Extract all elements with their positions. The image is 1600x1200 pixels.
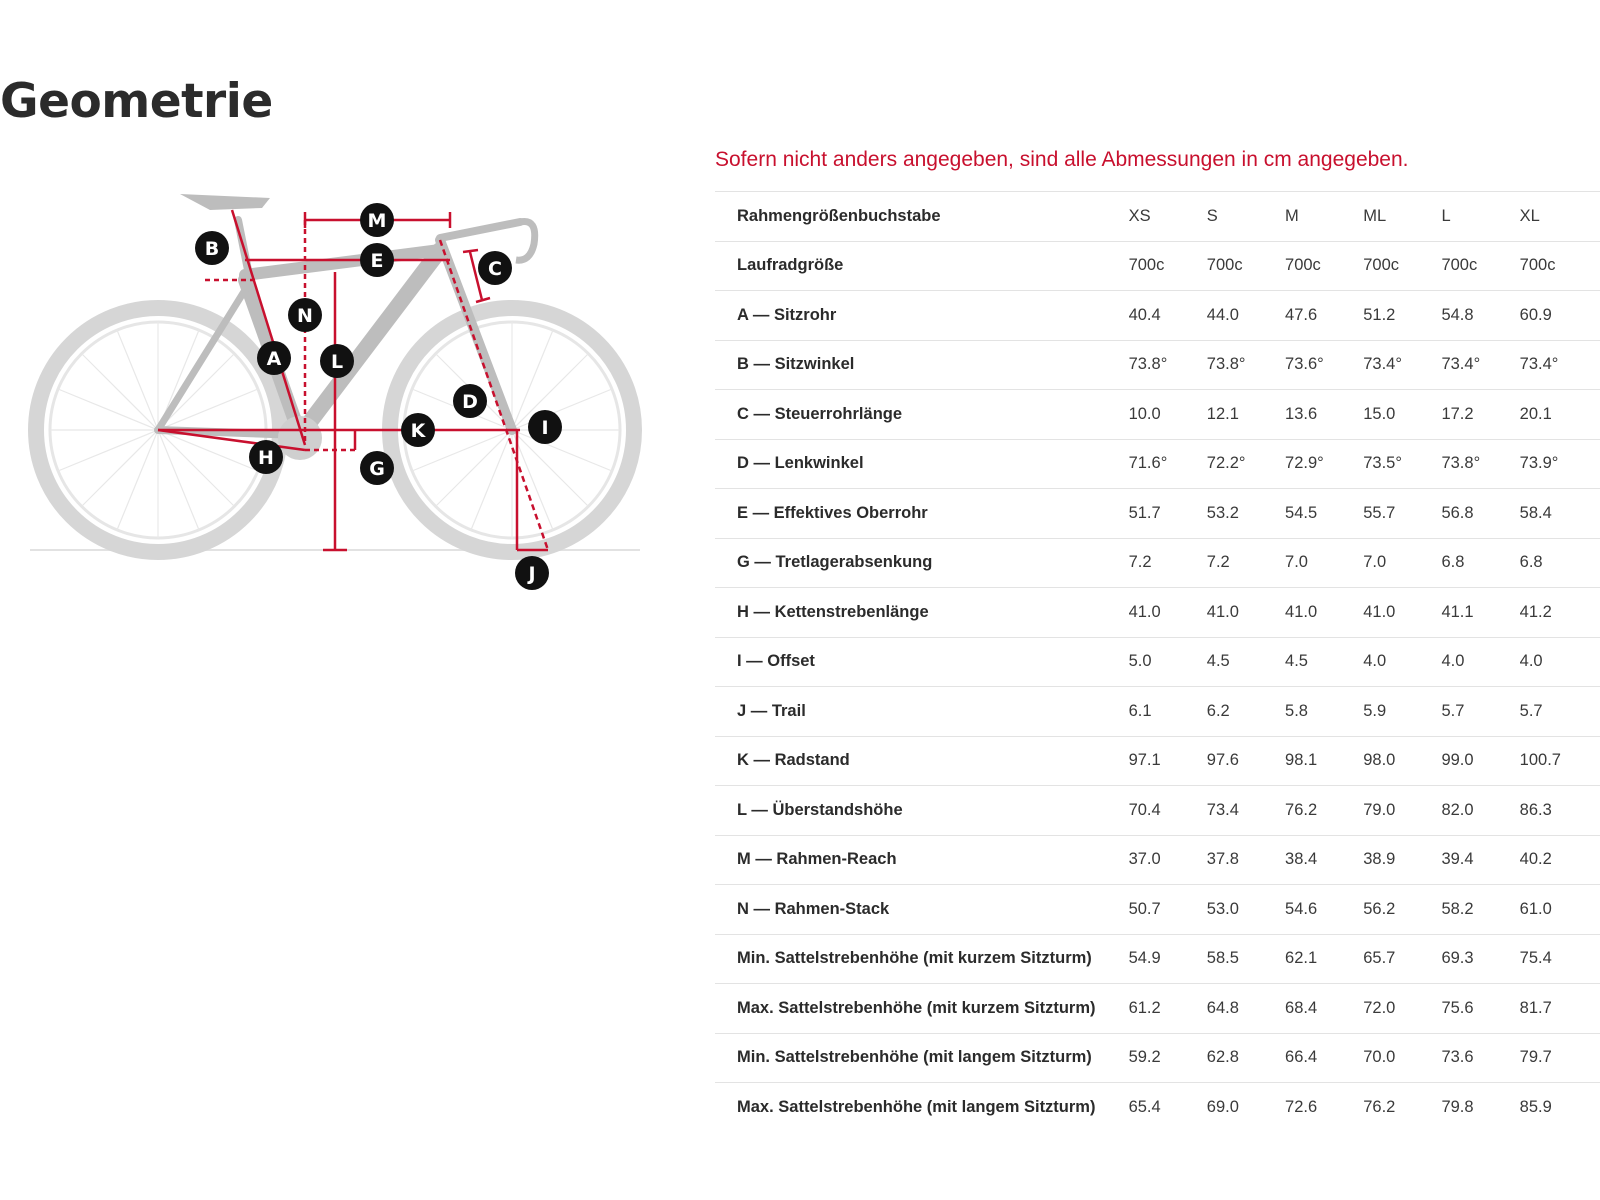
table-cell: 53.2 (1207, 489, 1285, 539)
row-label: Min. Sattelstrebenhöhe (mit kurzem Sitzturm) (715, 934, 1129, 984)
size-ml: ML (1363, 192, 1441, 242)
table-cell: 7.0 (1363, 538, 1441, 588)
table-cell: 79.0 (1363, 786, 1441, 836)
table-row (715, 340, 1600, 390)
table-cell: 50.7 (1129, 885, 1207, 935)
row-label: A — Sitzrohr (715, 291, 1129, 341)
table-cell: 4.0 (1520, 637, 1600, 687)
table-cell: 81.7 (1520, 984, 1600, 1034)
table-cell: 65.4 (1129, 1083, 1207, 1132)
size-s: S (1207, 192, 1285, 242)
table-row (715, 1083, 1600, 1132)
table-cell: 700c (1363, 241, 1441, 291)
table-cell: 75.4 (1520, 934, 1600, 984)
geometry-table (715, 191, 1600, 1132)
table-cell: 10.0 (1129, 390, 1207, 440)
table-cell: 700c (1285, 241, 1363, 291)
row-label: G — Tretlagerabsenkung (715, 538, 1129, 588)
table-cell: 44.0 (1207, 291, 1285, 341)
table-cell: 97.1 (1129, 736, 1207, 786)
row-label: E — Effektives Oberrohr (715, 489, 1129, 539)
table-cell: 37.8 (1207, 835, 1285, 885)
table-cell: 40.4 (1129, 291, 1207, 341)
table-cell: 71.6° (1129, 439, 1207, 489)
table-cell: 69.0 (1207, 1083, 1285, 1132)
table-cell: 72.2° (1207, 439, 1285, 489)
row-label: I — Offset (715, 637, 1129, 687)
table-cell: 39.4 (1441, 835, 1519, 885)
svg-text:B: B (204, 238, 220, 260)
table-row (715, 489, 1600, 539)
row-label: M — Rahmen-Reach (715, 835, 1129, 885)
svg-text:D: D (462, 391, 478, 413)
bike-geometry-diagram (0, 180, 680, 620)
table-cell: 69.3 (1441, 934, 1519, 984)
table-cell: 99.0 (1441, 736, 1519, 786)
table-cell: 73.8° (1441, 439, 1519, 489)
table-cell: 5.8 (1285, 687, 1363, 737)
table-cell: 37.0 (1129, 835, 1207, 885)
table-row (715, 291, 1600, 341)
table-row (715, 1033, 1600, 1083)
svg-text:C: C (488, 258, 502, 280)
size-xs: XS (1129, 192, 1207, 242)
size-l: L (1441, 192, 1519, 242)
table-row (715, 538, 1600, 588)
table-row (715, 835, 1600, 885)
table-cell: 4.0 (1441, 637, 1519, 687)
table-row (715, 687, 1600, 737)
table-cell: 59.2 (1129, 1033, 1207, 1083)
table-cell: 47.6 (1285, 291, 1363, 341)
table-cell: 79.7 (1520, 1033, 1600, 1083)
table-cell: 4.0 (1363, 637, 1441, 687)
marker-n (288, 298, 322, 332)
table-cell: 4.5 (1285, 637, 1363, 687)
table-cell: 7.2 (1207, 538, 1285, 588)
table-cell: 98.0 (1363, 736, 1441, 786)
table-cell: 82.0 (1441, 786, 1519, 836)
table-cell: 61.0 (1520, 885, 1600, 935)
table-cell: 38.9 (1363, 835, 1441, 885)
table-cell: 86.3 (1520, 786, 1600, 836)
table-cell: 65.7 (1363, 934, 1441, 984)
table-cell: 5.7 (1520, 687, 1600, 737)
row-label: L — Überstandshöhe (715, 786, 1129, 836)
table-cell: 700c (1207, 241, 1285, 291)
table-cell: 15.0 (1363, 390, 1441, 440)
marker-b (195, 231, 229, 265)
table-cell: 76.2 (1285, 786, 1363, 836)
table-cell: 64.8 (1207, 984, 1285, 1034)
table-row (715, 637, 1600, 687)
size-xl: XL (1520, 192, 1600, 242)
table-cell: 17.2 (1441, 390, 1519, 440)
table-cell: 73.6° (1285, 340, 1363, 390)
row-label: H — Kettenstrebenlänge (715, 588, 1129, 638)
table-row (715, 588, 1600, 638)
table-cell: 7.2 (1129, 538, 1207, 588)
marker-i (528, 410, 562, 444)
table-cell: 41.0 (1363, 588, 1441, 638)
units-note: Sofern nicht anders angegeben, sind alle Abmessungen in cm angegeben. (715, 148, 1409, 171)
svg-text:E: E (370, 250, 384, 272)
table-cell: 73.4° (1441, 340, 1519, 390)
marker-e (360, 243, 394, 277)
svg-text:K: K (410, 420, 426, 442)
table-cell: 700c (1129, 241, 1207, 291)
table-cell: 58.2 (1441, 885, 1519, 935)
row-label: Max. Sattelstrebenhöhe (mit kurzem Sitzturm) (715, 984, 1129, 1034)
table-cell: 41.0 (1207, 588, 1285, 638)
table-cell: 97.6 (1207, 736, 1285, 786)
table-cell: 6.8 (1441, 538, 1519, 588)
table-cell: 61.2 (1129, 984, 1207, 1034)
row-label: B — Sitzwinkel (715, 340, 1129, 390)
row-label: K — Radstand (715, 736, 1129, 786)
table-cell: 40.2 (1520, 835, 1600, 885)
table-cell: 73.5° (1363, 439, 1441, 489)
row-label: J — Trail (715, 687, 1129, 737)
row-label: D — Lenkwinkel (715, 439, 1129, 489)
table-row (715, 885, 1600, 935)
table-cell: 41.0 (1285, 588, 1363, 638)
table-cell: 73.4 (1207, 786, 1285, 836)
page-title: Geometrie (0, 74, 273, 129)
table-cell: 73.4° (1363, 340, 1441, 390)
table-cell: 62.8 (1207, 1033, 1285, 1083)
table-row (715, 439, 1600, 489)
table-cell: 53.0 (1207, 885, 1285, 935)
table-row (715, 390, 1600, 440)
table-cell: 51.7 (1129, 489, 1207, 539)
table-cell: 85.9 (1520, 1083, 1600, 1132)
table-cell: 700c (1520, 241, 1600, 291)
table-cell: 55.7 (1363, 489, 1441, 539)
svg-text:M: M (367, 210, 387, 232)
table-cell: 6.1 (1129, 687, 1207, 737)
table-cell: 79.8 (1441, 1083, 1519, 1132)
table-cell: 66.4 (1285, 1033, 1363, 1083)
table-cell: 20.1 (1520, 390, 1600, 440)
table-cell: 5.9 (1363, 687, 1441, 737)
table-cell: 58.5 (1207, 934, 1285, 984)
row-label: Laufradgröße (715, 241, 1129, 291)
row-label: N — Rahmen-Stack (715, 885, 1129, 935)
table-cell: 54.9 (1129, 934, 1207, 984)
table-cell: 72.9° (1285, 439, 1363, 489)
table-cell: 41.2 (1520, 588, 1600, 638)
table-cell: 51.2 (1363, 291, 1441, 341)
table-row (715, 786, 1600, 836)
table-header-row (715, 192, 1600, 242)
table-cell: 13.6 (1285, 390, 1363, 440)
table-cell: 98.1 (1285, 736, 1363, 786)
table-row (715, 736, 1600, 786)
table-cell: 5.0 (1129, 637, 1207, 687)
table-cell: 41.1 (1441, 588, 1519, 638)
table-cell: 700c (1441, 241, 1519, 291)
table-cell: 12.1 (1207, 390, 1285, 440)
table-row (715, 984, 1600, 1034)
table-cell: 5.7 (1441, 687, 1519, 737)
marker-h (249, 440, 283, 474)
table-cell: 68.4 (1285, 984, 1363, 1034)
table-cell: 76.2 (1363, 1083, 1441, 1132)
marker-m (360, 203, 394, 237)
size-m: M (1285, 192, 1363, 242)
table-cell: 62.1 (1285, 934, 1363, 984)
table-cell: 7.0 (1285, 538, 1363, 588)
table-cell: 54.8 (1441, 291, 1519, 341)
table-cell: 73.8° (1207, 340, 1285, 390)
table-cell: 56.2 (1363, 885, 1441, 935)
svg-text:N: N (297, 305, 313, 327)
table-cell: 6.2 (1207, 687, 1285, 737)
marker-k (401, 413, 435, 447)
table-cell: 100.7 (1520, 736, 1600, 786)
svg-text:I: I (541, 417, 549, 439)
table-cell: 70.0 (1363, 1033, 1441, 1083)
header-label: Rahmengrößenbuchstabe (715, 192, 1129, 242)
table-cell: 38.4 (1285, 835, 1363, 885)
table-cell: 56.8 (1441, 489, 1519, 539)
marker-g (360, 451, 394, 485)
svg-text:J: J (528, 563, 536, 585)
table-cell: 73.4° (1520, 340, 1600, 390)
table-cell: 6.8 (1520, 538, 1600, 588)
table-cell: 70.4 (1129, 786, 1207, 836)
table-cell: 60.9 (1520, 291, 1600, 341)
row-label: C — Steuerrohrlänge (715, 390, 1129, 440)
table-cell: 4.5 (1207, 637, 1285, 687)
table-cell: 75.6 (1441, 984, 1519, 1034)
table-cell: 41.0 (1129, 588, 1207, 638)
marker-j (515, 556, 549, 590)
svg-text:H: H (258, 447, 274, 469)
table-row (715, 241, 1600, 291)
marker-l (320, 344, 354, 378)
svg-text:L: L (330, 351, 344, 373)
table-cell: 73.9° (1520, 439, 1600, 489)
svg-text:A: A (266, 348, 282, 370)
table-cell: 73.6 (1441, 1033, 1519, 1083)
table-row (715, 934, 1600, 984)
table-cell: 58.4 (1520, 489, 1600, 539)
table-cell: 54.5 (1285, 489, 1363, 539)
row-label: Max. Sattelstrebenhöhe (mit langem Sitzturm) (715, 1083, 1129, 1132)
table-cell: 54.6 (1285, 885, 1363, 935)
table-cell: 72.6 (1285, 1083, 1363, 1132)
row-label: Min. Sattelstrebenhöhe (mit langem Sitzturm) (715, 1033, 1129, 1083)
svg-text:G: G (369, 458, 385, 480)
marker-d (453, 384, 487, 418)
table-cell: 72.0 (1363, 984, 1441, 1034)
marker-c (478, 251, 512, 285)
marker-a (257, 341, 291, 375)
table-cell: 73.8° (1129, 340, 1207, 390)
